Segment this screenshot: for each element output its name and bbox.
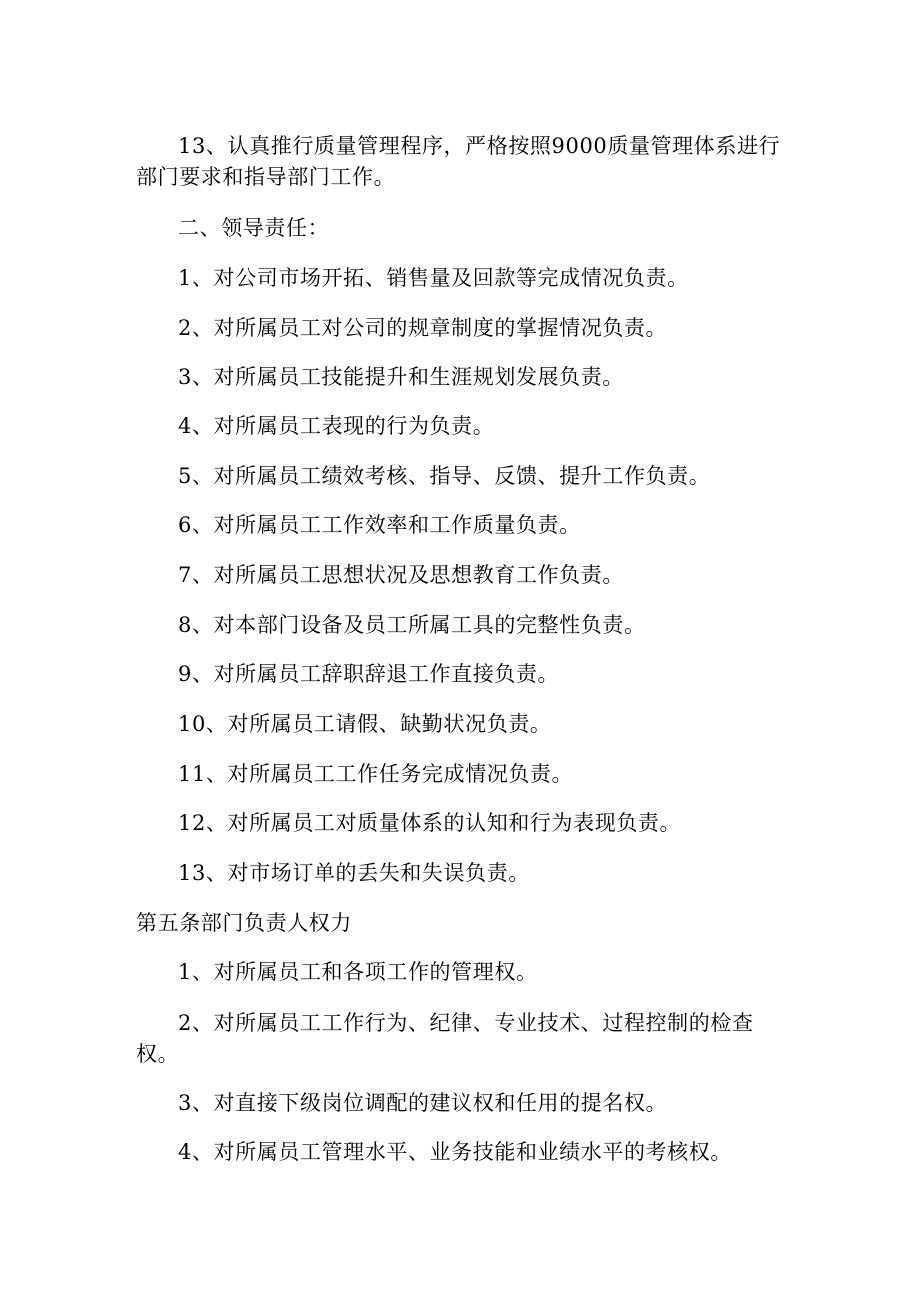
- list-item: 9、对所属员工辞职辞退工作直接负责。: [178, 662, 560, 686]
- list-item: 1、对公司市场开拓、销售量及回款等完成情况负责。: [178, 266, 689, 290]
- list-item: 5、对所属员工绩效考核、指导、反馈、提升工作负责。: [178, 464, 711, 488]
- list-item: 8、对本部门设备及员工所属工具的完整性负责。: [178, 613, 646, 637]
- paragraph-line: 13、认真推行质量管理程序，严格按照9000质量管理体系进行: [178, 134, 781, 158]
- paragraph-line: 部门要求和指导部门工作。: [136, 165, 396, 189]
- list-item: 2、对所属员工对公司的规章制度的掌握情况负责。: [178, 316, 668, 340]
- list-item: 13、对市场订单的丢失和失误负责。: [178, 861, 530, 885]
- list-item: 12、对所属员工对质量体系的认知和行为表现负责。: [178, 811, 682, 835]
- paragraph-line: 权。: [136, 1042, 180, 1066]
- list-item: 2、对所属员工工作行为、纪律、专业技术、过程控制的检查: [178, 1011, 754, 1035]
- section-heading: 二、领导责任：: [178, 216, 330, 240]
- list-item: 4、对所属员工表现的行为负责。: [178, 414, 495, 438]
- list-item: 10、对所属员工请假、缺勤状况负责。: [178, 712, 552, 736]
- list-item: 11、对所属员工工作任务完成情况负责。: [178, 762, 574, 786]
- article-heading: 第五条部门负责人权力: [136, 911, 352, 935]
- list-item: 4、对所属员工管理水平、业务技能和业绩水平的考核权。: [178, 1140, 732, 1164]
- list-item: 7、对所属员工思想状况及思想教育工作负责。: [178, 563, 624, 587]
- list-item: 3、对所属员工技能提升和生涯规划发展负责。: [178, 365, 624, 389]
- list-item: 1、对所属员工和各项工作的管理权。: [178, 960, 538, 984]
- list-item: 3、对直接下级岗位调配的建议权和任用的提名权。: [178, 1091, 668, 1115]
- list-item: 6、对所属员工工作效率和工作质量负责。: [178, 513, 581, 537]
